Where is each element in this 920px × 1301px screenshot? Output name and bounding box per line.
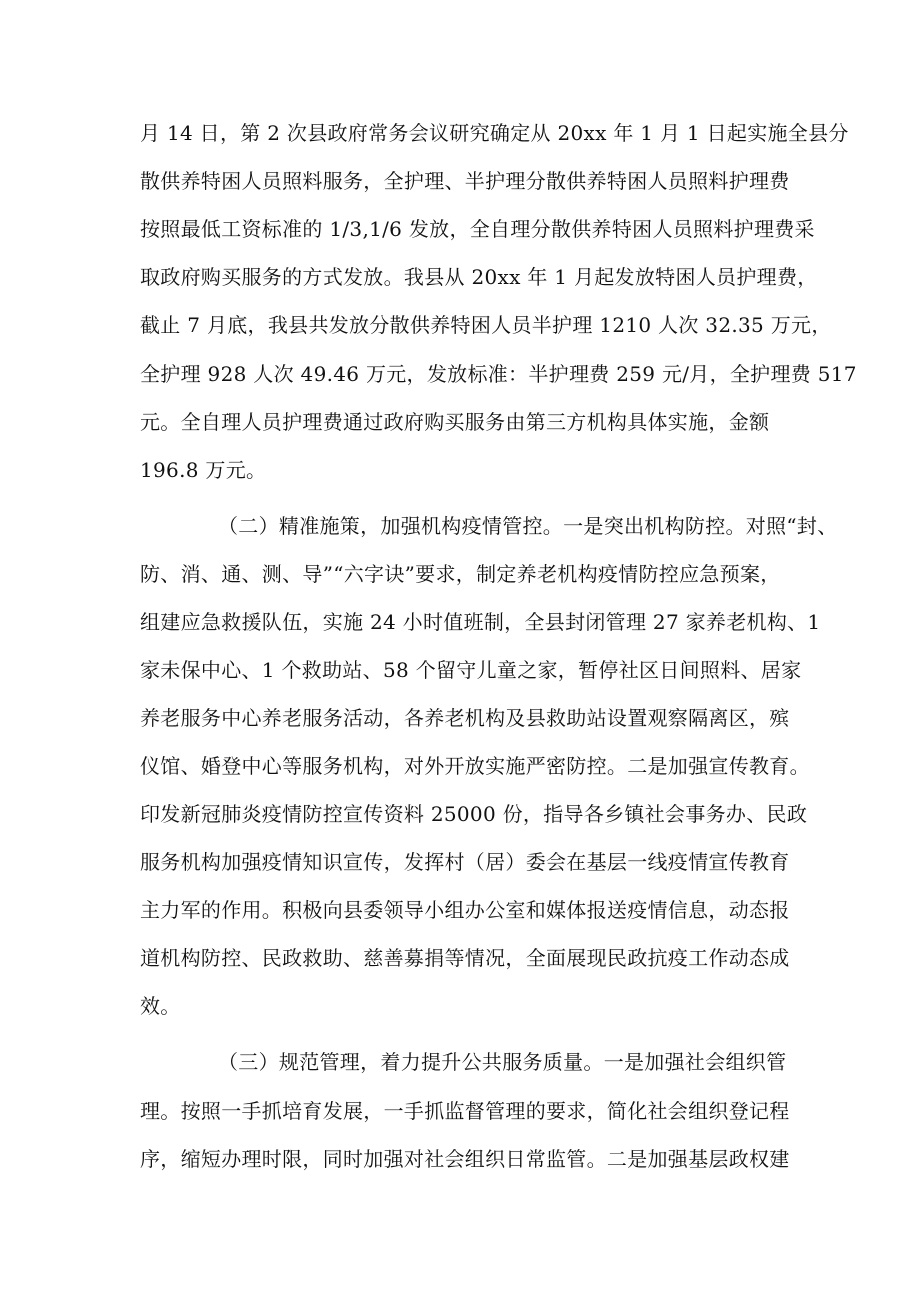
text-line: 服务机构加强疫情知识宣传，发挥村（居）委会在基层一线疫情宣传教育 [140, 850, 790, 874]
text-line: 仪馆、婚登中心等服务机构，对外开放实施严密防控。二是加强宣传教育。 [140, 754, 810, 778]
section-heading-two: （二）精准施策，加强机构疫情管控。一是突出机构防控。对照“封、 [218, 514, 838, 538]
text-line: 全护理 928 人次 49.46 万元，发放标准：半护理费 259 元/月，全护理费 517 [140, 362, 857, 386]
text-line: 元。全自理人员护理费通过政府购买服务由第三方机构具体实施，金额 [140, 410, 770, 434]
text-line: 截止 7 月底，我县共发放分散供养特困人员半护理 1210 人次 32.35 万元， [140, 313, 832, 337]
text-line: 196.8 万元。 [140, 458, 267, 482]
text-line: 防、消、通、测、导”“六字诀”要求，制定养老机构疫情防控应急预案， [140, 562, 781, 586]
text-line: 月 14 日，第 2 次县政府常务会议研究确定从 20xx 年 1 月 1 日起实施全县分 [140, 121, 849, 145]
text-line: 序，缩短办理时限，同时加强对社会组织日常监管。二是加强基层政权建 [140, 1147, 790, 1171]
text-line: 养老服务中心养老服务活动，各养老机构及县救助站设置观察隔离区，殡 [140, 706, 790, 730]
text-line: 按照最低工资标准的 1/3,1/6 发放，全自理分散供养特困人员照料护理费采 [140, 217, 815, 241]
text-line: 道机构防控、民政救助、慈善募捐等情况，全面展现民政抗疫工作动态成 [140, 946, 790, 970]
section-heading-three: （三）规范管理，着力提升公共服务质量。一是加强社会组织管 [218, 1050, 787, 1074]
text-line: 效。 [140, 994, 181, 1018]
text-line: 理。按照一手抓培育发展，一手抓监督管理的要求，简化社会组织登记程 [140, 1099, 790, 1123]
text-line: 散供养特困人员照料服务，全护理、半护理分散供养特困人员照料护理费 [140, 169, 790, 193]
text-line: 取政府购买服务的方式发放。我县从 20xx 年 1 月起发放特困人员护理费， [140, 265, 818, 289]
text-line: 印发新冠肺炎疫情防控宣传资料 25000 份，指导各乡镇社会事务办、民政 [140, 802, 808, 826]
text-line: 主力军的作用。积极向县委领导小组办公室和媒体报送疫情信息，动态报 [140, 898, 790, 922]
text-line: 家未保中心、1 个救助站、58 个留守儿童之家，暂停社区日间照料、居家 [140, 658, 802, 682]
text-line: 组建应急救援队伍，实施 24 小时值班制，全县封闭管理 27 家养老机构、1 [140, 610, 821, 634]
